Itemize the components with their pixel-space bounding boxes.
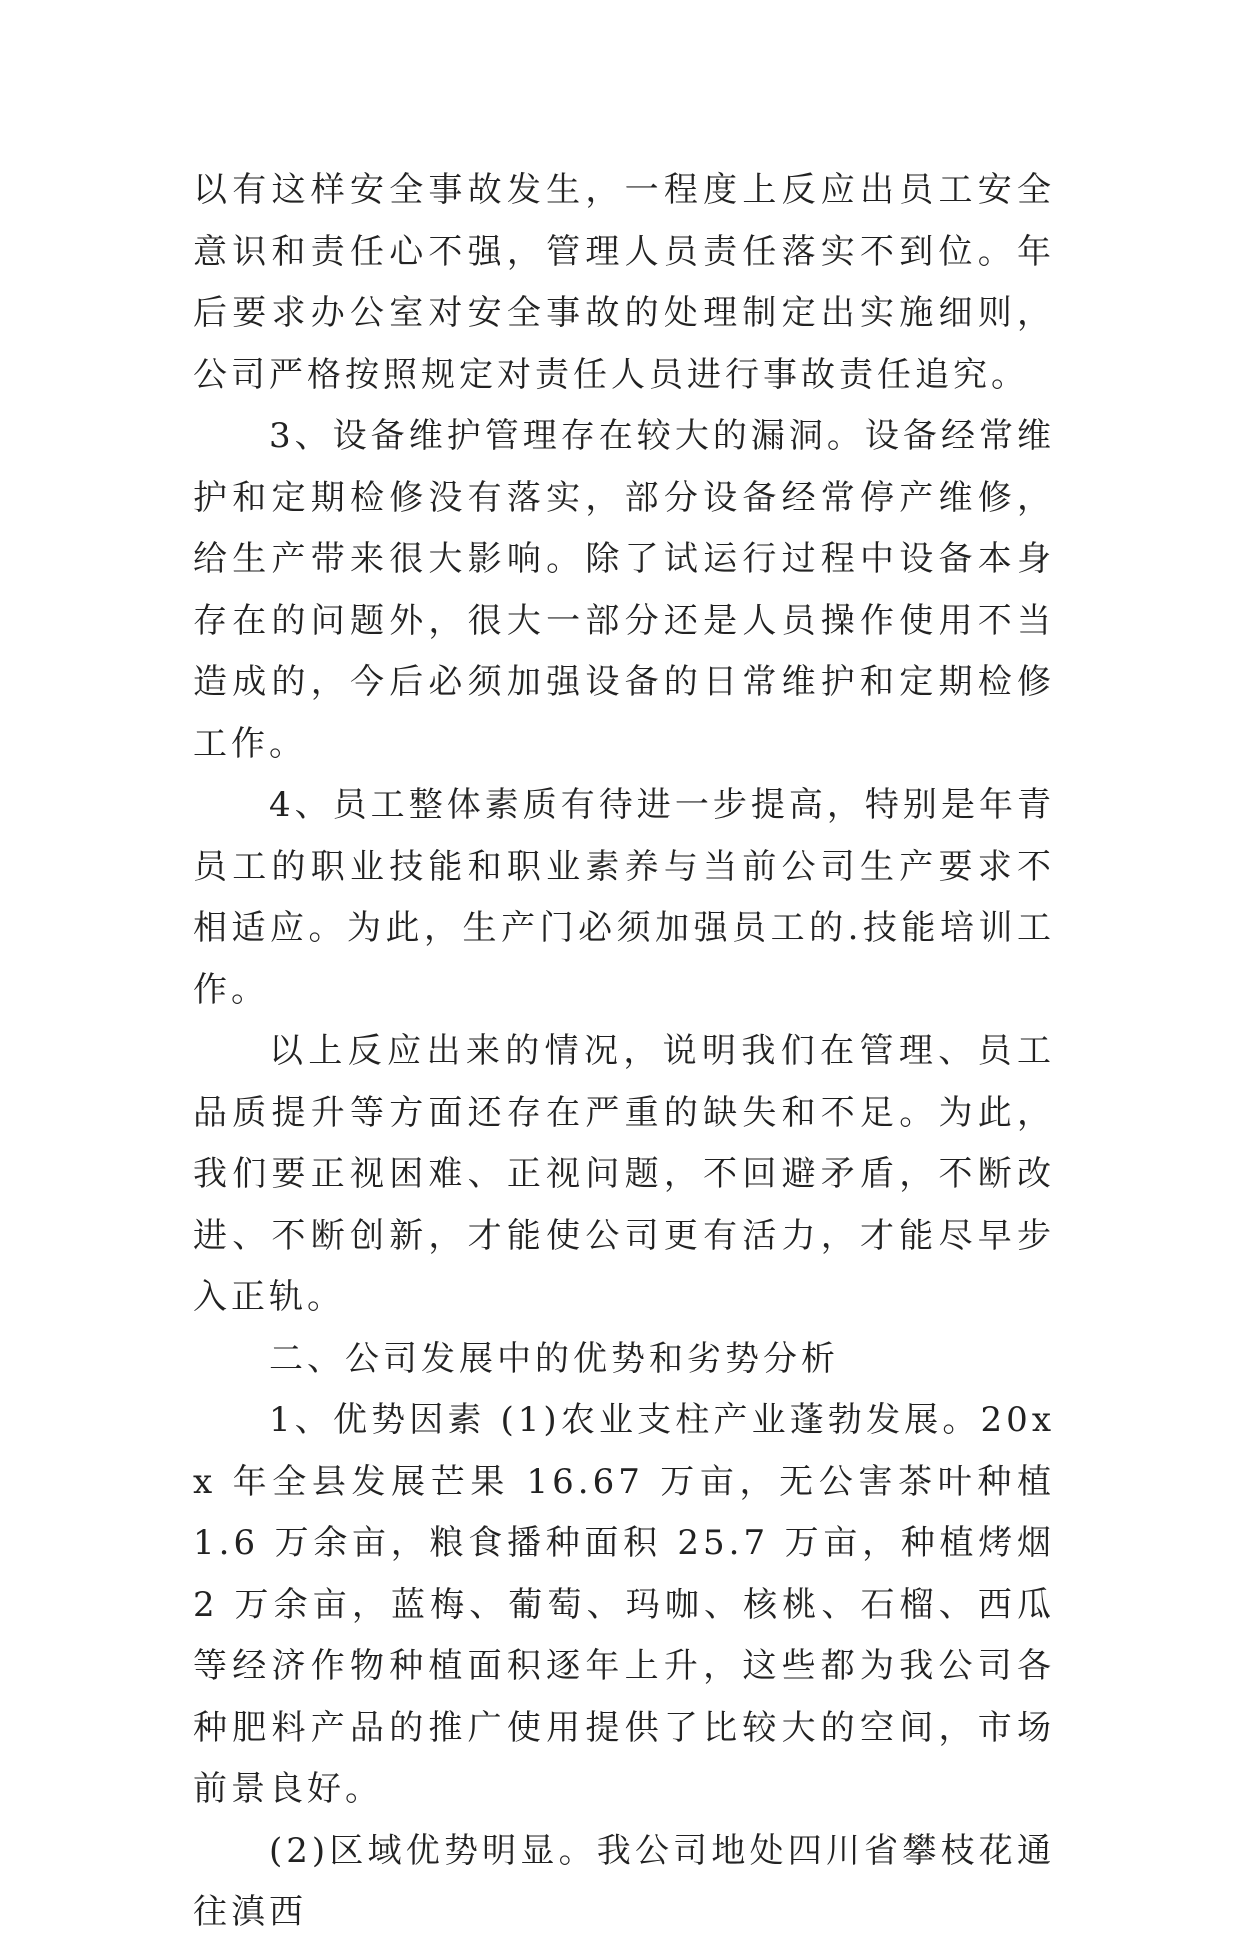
body-text	[193, 160, 1055, 1944]
paragraph-6: (2)区域优势明显。我公司地处四川省攀枝花通往滇西	[193, 1830, 1055, 1932]
paragraph-4: 以上反应出来的情况，说明我们在管理、员工品质提升等方面还存在严重的缺失和不足。为此，我们要正视困难、正视问题，不回避矛盾，不断改进、不断创新，才能使公司更有活力，才能尽早步入正轨。	[193, 1031, 1055, 1317]
section-heading: 二、公司发展中的优势和劣势分析	[269, 1338, 839, 1379]
paragraph-3: 4、员工整体素质有待进一步提高，特别是年青员工的职业技能和职业素养与当前公司生产要求不相适应。为此，生产门必须加强员工的.技能培训工作。	[193, 785, 1055, 1010]
paragraph-1: 以有这样安全事故发生，一程度上反应出员工安全意识和责任心不强，管理人员责任落实不到位。年后要求办公室对安全事故的处理制定出实施细则，公司严格按照规定对责任人员进行事故责任追究。	[193, 170, 1055, 395]
paragraph-2: 3、设备维护管理存在较大的漏洞。设备经常维护和定期检修没有落实，部分设备经常停产维修，给生产带来很大影响。除了试运行过程中设备本身存在的问题外，很大一部分还是人员操作使用不当造成的，今后必须加强设备的日常维护和定期检修工作。	[193, 416, 1055, 764]
paragraph-5: 1、优势因素 (1)农业支柱产业蓬勃发展。20xx 年全县发展芒果 16.67 万亩，无公害茶叶种植 1.6 万余亩，粮食播种面积 25.7 万亩，种植烤烟 2 万余亩，蓝梅、葡萄、玛咖、核桃、石榴、西瓜等经济作物种植面积逐年上升，这些都为我公司各种肥料产品的推广使用提供了比较大的空间，市场前景良好。	[193, 1400, 1055, 1809]
